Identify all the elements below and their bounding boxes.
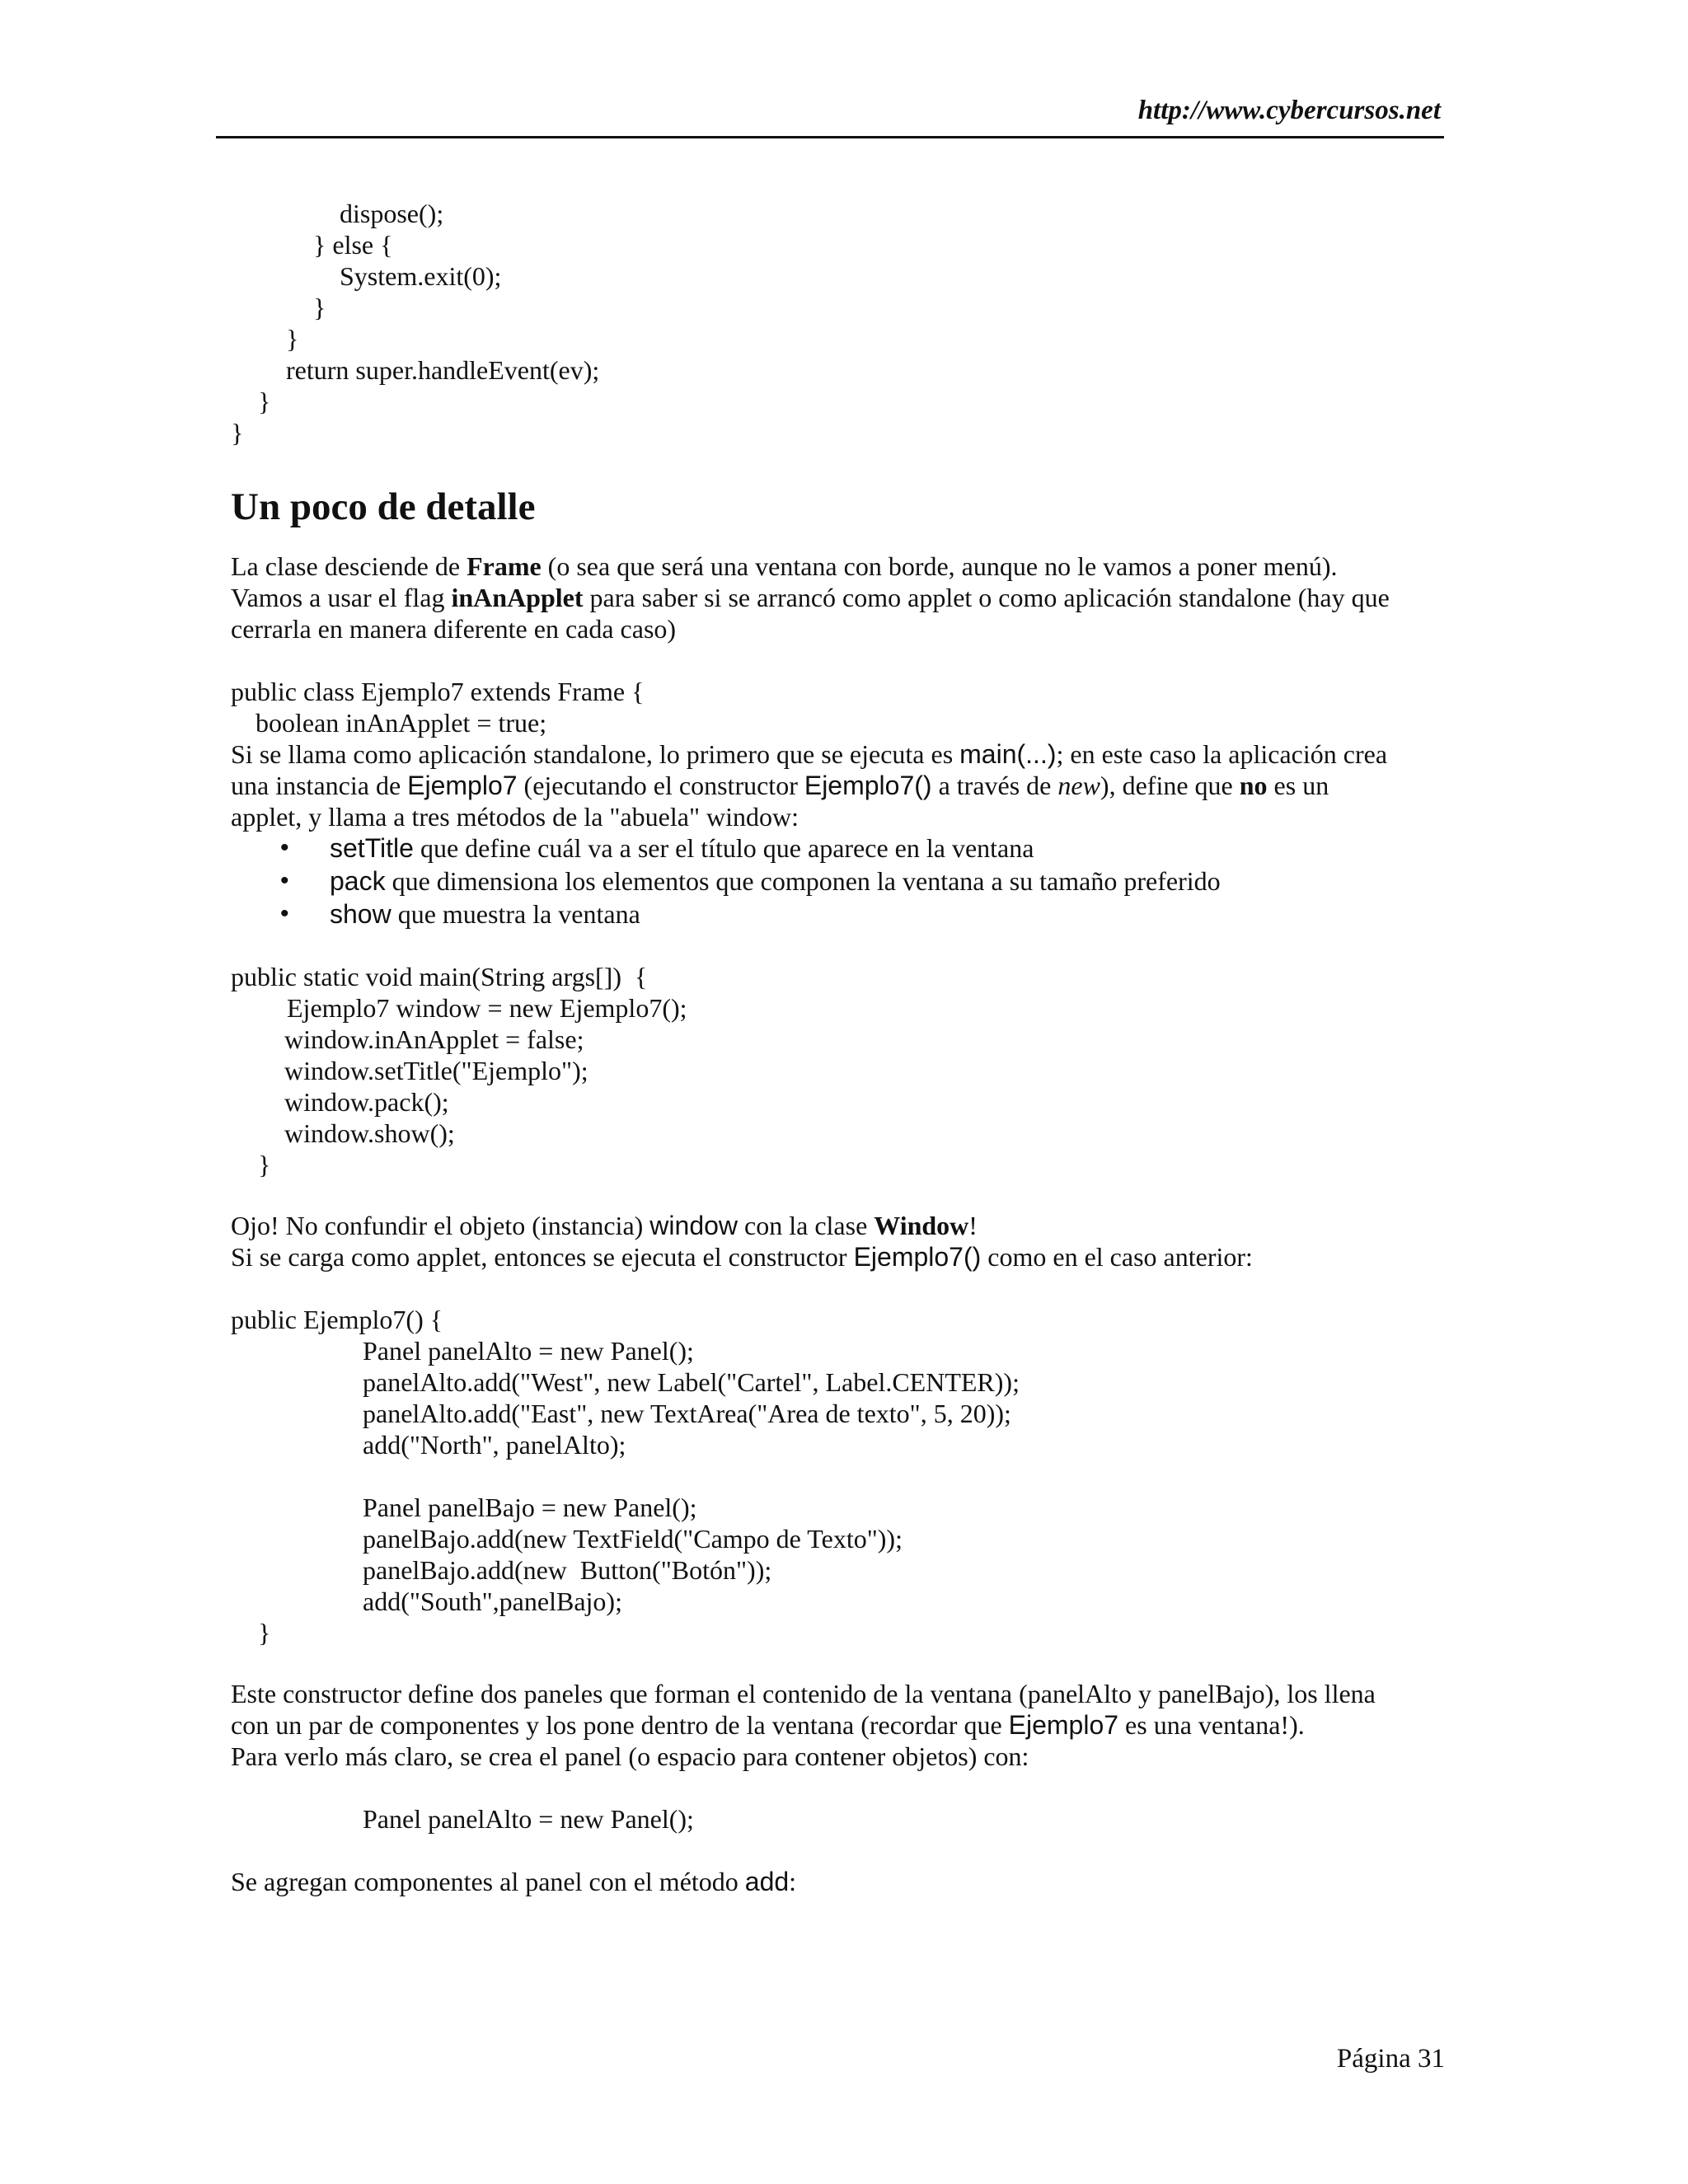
class-code-line: public class Ejemplo7 extends Frame { xyxy=(231,677,645,706)
code-line: Panel panelBajo = new Panel(); xyxy=(363,1493,697,1522)
explain-line: Para verlo más claro, se crea el panel (o espacio para contener objetos) con: xyxy=(231,1741,1029,1771)
code-line: window.setTitle("Ejemplo"); xyxy=(284,1056,588,1085)
code-line: Ejemplo7 window = new Ejemplo7(); xyxy=(287,993,687,1023)
code-line: window.show(); xyxy=(284,1118,455,1148)
code-line: public Ejemplo7() { xyxy=(231,1305,443,1334)
page-number: Página 31 xyxy=(1336,2044,1445,2074)
intro-line: cerrarla en manera diferente en cada caso) xyxy=(231,614,677,644)
code-line: add("South",panelBajo); xyxy=(363,1586,622,1616)
code-line: } xyxy=(231,418,244,448)
header-rule xyxy=(216,136,1444,138)
bullet-icon: • xyxy=(280,867,289,894)
code-line: dispose(); xyxy=(340,199,444,228)
code-line: window.pack(); xyxy=(284,1087,449,1117)
applet-line: Si se carga como applet, entonces se ejecuta el constructor Ejemplo7() como en el caso anterior: xyxy=(231,1242,1253,1272)
ojo-line: Ojo! No confundir el objeto (instancia) window con la clase Window! xyxy=(231,1211,978,1240)
header-url: http://www.cybercursos.net xyxy=(1137,96,1441,125)
section-title: Un poco de detalle xyxy=(231,485,536,528)
code-line: window.inAnApplet = false; xyxy=(284,1024,584,1054)
bullet-icon: • xyxy=(280,900,289,927)
main-para-line: una instancia de Ejemplo7 (ejecutando el constructor Ejemplo7() a través de new), define que no es un xyxy=(231,771,1329,800)
code-line: panelAlto.add("East", new TextArea("Area de texto", 5, 20)); xyxy=(363,1399,1011,1428)
code-line: panelAlto.add("West", new Label("Cartel", Label.CENTER)); xyxy=(363,1367,1020,1397)
panel-code-line: Panel panelAlto = new Panel(); xyxy=(363,1804,694,1834)
code-line: } xyxy=(286,324,299,354)
main-para-line: Si se llama como aplicación standalone, lo primero que se ejecuta es main(...); en este caso la aplicación crea xyxy=(231,739,1388,769)
code-line: } xyxy=(258,1618,271,1647)
bullet-item: setTitle que define cuál va a ser el título que aparece en la ventana xyxy=(330,833,1034,863)
add-paragraph: Se agregan componentes al panel con el método add: xyxy=(231,1867,797,1896)
intro-line: Vamos a usar el flag inAnApplet para saber si se arrancó como applet o como aplicación standalone (hay que xyxy=(231,583,1390,612)
main-para-line: applet, y llama a tres métodos de la "abuela" window: xyxy=(231,802,799,832)
code-line: } xyxy=(258,387,271,416)
code-line: } xyxy=(313,293,326,322)
code-line: System.exit(0); xyxy=(340,261,502,291)
bullet-icon: • xyxy=(280,834,289,861)
explain-line: con un par de componentes y los pone dentro de la ventana (recordar que Ejemplo7 es una ventana!). xyxy=(231,1710,1305,1740)
code-line: public static void main(String args[]) { xyxy=(231,962,648,991)
bullet-item: show que muestra la ventana xyxy=(330,899,640,929)
code-line: Panel panelAlto = new Panel(); xyxy=(363,1336,694,1366)
bullet-item: pack que dimensiona los elementos que componen la ventana a su tamaño preferido xyxy=(330,866,1221,896)
explain-line: Este constructor define dos paneles que forman el contenido de la ventana (panelAlto y panelBajo), los llena xyxy=(231,1679,1376,1708)
code-line: } else { xyxy=(313,230,393,260)
code-line: add("North", panelAlto); xyxy=(363,1430,626,1460)
code-line: return super.handleEvent(ev); xyxy=(286,355,600,385)
class-code-line: boolean inAnApplet = true; xyxy=(256,708,547,738)
code-line: } xyxy=(258,1150,271,1179)
code-line: panelBajo.add(new TextField("Campo de Texto")); xyxy=(363,1524,903,1554)
code-line: panelBajo.add(new Button("Botón")); xyxy=(363,1555,772,1585)
intro-line: La clase desciende de Frame (o sea que será una ventana con borde, aunque no le vamos a poner menú). xyxy=(231,551,1338,581)
